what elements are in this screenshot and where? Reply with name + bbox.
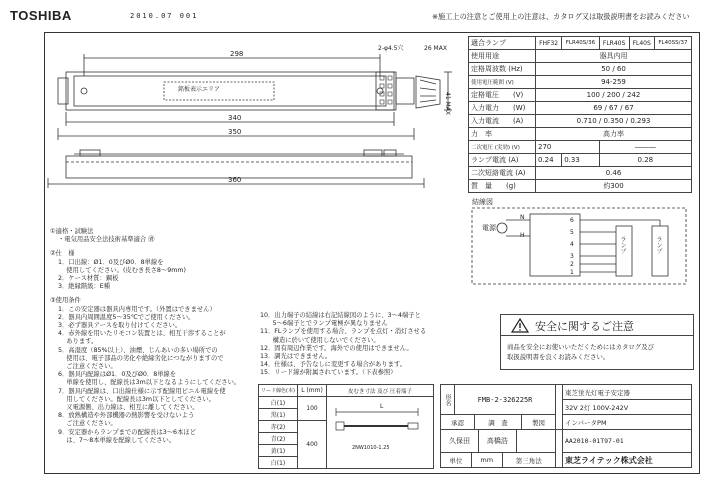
sign-name-3 [516, 430, 555, 452]
lead-color: 白(1) [259, 457, 298, 469]
sign-names [441, 430, 556, 453]
spec-value: 50 / 60 [536, 63, 692, 76]
spec-row [469, 167, 692, 180]
spec-row [469, 63, 692, 76]
spec-label: 入力電力 (W) [469, 102, 536, 115]
spec-row-lamp [469, 37, 692, 50]
spec-value: FL40S [629, 37, 654, 50]
safety-header [501, 315, 693, 336]
wiring-n: N [520, 214, 525, 221]
spec-row [469, 76, 692, 89]
spec-row [469, 115, 692, 128]
title-spacer [556, 385, 563, 430]
spec-value: 270 [536, 141, 600, 154]
safety-text-2: 取扱説明書を良くお読みください。 [507, 353, 610, 361]
sign-name-2: 高橋浩 [479, 430, 517, 452]
draw-label: 製図 [531, 418, 545, 427]
spec-label: 二次短絡電流 (A) [469, 167, 536, 180]
unit-area [441, 453, 556, 468]
wiring-lamp-2: ランプ [655, 236, 662, 254]
spec-label: 質 量 (g) [469, 180, 536, 193]
spec-value: 0.28 [599, 154, 691, 167]
note-line: 2．器具内周囲温度5～35℃でご使用ください。 [58, 313, 195, 321]
spec-value: FLR40S/36 [562, 37, 599, 50]
dim-340: 340 [228, 114, 242, 122]
mechanical-drawing [44, 32, 464, 222]
note-line: 10．出力端子の結線は右記結線図のように、3～4端子と [260, 312, 421, 319]
spec-row [469, 89, 692, 102]
dim-298: 298 [230, 50, 244, 58]
approve-label: 承認 [441, 415, 475, 429]
note-line: 3．絶縁階級：E種 [58, 283, 111, 291]
note-heading: ①適格・試験法 [50, 228, 94, 235]
spec-label: 定格周波数 (Hz) [469, 63, 536, 76]
spec-value: 0.710 / 0.350 / 0.293 [536, 115, 692, 128]
dim-360: 360 [228, 176, 242, 184]
spec-row [469, 128, 692, 141]
notice-text: ※施工上の注意とご使用上の注意は、カタログ又は取扱説明書をお読みください [432, 12, 690, 21]
spec-value: 69 / 67 / 67 [536, 102, 692, 115]
note-line: ・電気用品安全法技術基準適合 ㊮ [58, 236, 155, 244]
wiring-pin: 4 [570, 241, 574, 248]
lead-header: L (mm) [298, 385, 327, 397]
unit-value: mm [471, 453, 502, 467]
spec-row [469, 102, 692, 115]
dim-350: 350 [228, 128, 242, 136]
lead-color: 白(1) [259, 397, 298, 409]
note-line: あります。 [58, 338, 98, 346]
spec-label: 力 率 [469, 128, 536, 141]
note-line: 2．ケース材質：鋼板 [58, 275, 119, 283]
doc-code: 2010.07 001 [130, 12, 199, 20]
brand-logo: TOSHIBA [10, 8, 72, 23]
product-line-2: 32V 2灯 100V-242V [563, 400, 692, 415]
note-heading: ②仕 様 [50, 250, 75, 258]
notes-left [50, 228, 250, 445]
note-line: 11．FLランプを使用する場合、ランプを点灯・消灯させる [260, 328, 427, 336]
wiring-pin: 3 [570, 253, 574, 260]
wiring-pin: 6 [570, 217, 574, 224]
note-line: 3．必ず器具アースを取り付けてください。 [58, 322, 182, 330]
wiring-pin: 5 [570, 229, 574, 236]
spec-value: FLR40S [599, 37, 629, 50]
drawing-code: AA2010-01T97-01 [563, 430, 692, 453]
note-line: 14．仕様は、予告なしに変更する場合があります。 [260, 361, 407, 369]
note-line: 15．リード線が附属されています。（下表参照） [260, 369, 397, 377]
note-line: 5．高湿度（85%以上）、油煙、じんあいの多い場所での [58, 346, 218, 354]
safety-box [500, 314, 694, 370]
company-name: 東芝ライテック株式会社 [563, 453, 692, 468]
spec-value: 器具内用 [536, 50, 692, 63]
notes-middle [260, 312, 460, 378]
spec-table [468, 36, 692, 193]
note-line: 8．放熱構造や外部機器の熱影響を受けないよう [58, 412, 195, 420]
note-line: ご注意ください。 [58, 420, 117, 428]
spec-value: ――― [599, 141, 691, 154]
display-area-label: 銘板表示エリア [178, 86, 221, 93]
spec-label: 二次電圧 (実効) (V) [469, 141, 536, 154]
note-line: は、7～8本単線を配線してください。 [58, 436, 176, 444]
warning-icon [511, 318, 529, 333]
sign-area [441, 415, 556, 430]
lead-header: リード線色(本) [259, 385, 298, 397]
wiring-power-label: 電源 [482, 224, 496, 232]
check-label: 調 査 [475, 415, 522, 429]
note-line: 1．口出線：Ø1．0及びØ0．8単線を [58, 258, 164, 266]
lead-length: 100 [298, 397, 327, 421]
hole-note: 2-φ4.5穴 [378, 45, 404, 52]
terminal-code: 2NW1010-1.25 [352, 445, 390, 451]
spec-value: 高力率 [536, 128, 692, 141]
note-line: 5～6端子とでランプ電極が異なりません [260, 320, 388, 328]
product-line-1: 東芝蛍光灯電子安定器 [563, 385, 692, 400]
lead-color: 赤(2) [259, 421, 298, 433]
wiring-pin: 1 [570, 269, 574, 276]
spec-label: 使用電圧範囲 (V) [469, 76, 536, 89]
spec-label: 入力電流 (A) [469, 115, 536, 128]
title-block [440, 384, 692, 468]
projection: 第三角法 [515, 456, 542, 465]
note-line: 12．固有周辺作業です。海外での使用はできません。 [260, 344, 413, 352]
wiring-h: H [520, 232, 525, 239]
note-line: 使用してください。(皮むき長さ8～9mm) [58, 266, 186, 274]
note-line: 6．器具内配線はØ1．0及びØ0．8単線を [58, 371, 177, 379]
note-line: ご注意ください。 [58, 363, 117, 371]
note-line: 4．赤外線を用いたリモコン装置とは、相互干渉することが [58, 330, 226, 338]
spec-label: 使用用途 [469, 50, 536, 63]
lead-l-label: L [380, 403, 384, 410]
spec-value: FL40SS/37 [654, 37, 691, 50]
spec-value: 約300 [536, 180, 692, 193]
spec-value: 0.46 [536, 167, 692, 180]
model-label: 形名 [441, 385, 455, 415]
note-line: 又電源側、出力線は、相互に離してください。 [58, 404, 199, 412]
spec-label: ランプ電流 (A) [469, 154, 536, 167]
spec-row [469, 180, 692, 193]
spec-value: 100 / 200 / 242 [536, 89, 692, 102]
spec-value: 0.33 [562, 154, 599, 167]
lead-header: 皮むき寸法 及び 圧着端子 [327, 385, 434, 397]
dim-41max: 41 MAX [444, 92, 451, 115]
safety-title: 安全に関するご注意 [535, 320, 634, 333]
spec-row [469, 50, 692, 63]
note-line: 7．器具内配線は、口出線仕様に示す配線用ビニル電線を使 [58, 387, 226, 395]
note-line: 単線を使用し、配線長は3m以下となるようにしてください。 [58, 379, 241, 387]
wiring-pin: 2 [570, 261, 574, 268]
product-line-3: インバータPM [563, 415, 692, 430]
spec-label: 定格電圧 (V) [469, 89, 536, 102]
note-line: 9．安定器からランプまでの配線長は3～6本ほど [58, 428, 196, 436]
lead-color: 青(2) [259, 433, 298, 445]
note-heading: ③使用条件 [50, 297, 81, 305]
note-line: 使用は、電子部品の劣化や絶縁劣化につながりますので [58, 354, 224, 362]
note-line: 13．調光はできません。 [260, 353, 332, 361]
wiring-title: 結線図 [472, 198, 493, 206]
lead-color: 黄(1) [259, 445, 298, 457]
title-spacer [556, 430, 563, 468]
spec-value: 94-259 [536, 76, 692, 89]
spec-row [469, 141, 692, 154]
spec-row [469, 154, 692, 167]
unit-label: 単位 [441, 453, 471, 467]
sign-name-1: 久保田 [441, 430, 479, 452]
spec-label: 適合ランプ [469, 37, 536, 50]
spec-value: FHF32 [536, 37, 562, 50]
note-line: 構造に於いて使用しないでください。 [260, 336, 380, 344]
note-line: 用してください。配線長は3m以下としてください。 [58, 395, 215, 403]
safety-text-1: 商品を安全にお使いいただくためにはカタログ及び [507, 343, 654, 351]
lead-length: 400 [298, 421, 327, 469]
wiring-lamp-1: ランプ [619, 236, 626, 254]
model-number: FMB-2-326225R [455, 385, 556, 415]
note-line: 1．この安定器は器具内専用です。（外置はできません） [58, 305, 216, 313]
lead-color: 黒(1) [259, 409, 298, 421]
spec-value: 0.24 [536, 154, 562, 167]
dim-26max: 26 MAX [424, 45, 447, 52]
